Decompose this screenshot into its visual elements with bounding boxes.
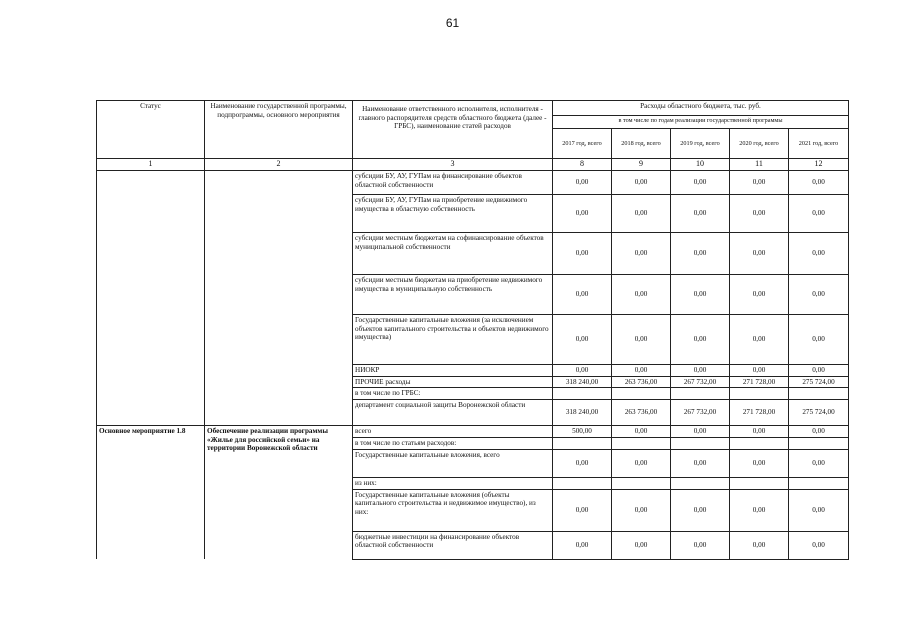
row-label: субсидии БУ, АУ, ГУПам на финансирование объектов областной собственности	[353, 171, 553, 195]
value-cell: 0,00	[671, 489, 730, 531]
column-index: 2	[205, 159, 353, 171]
value-cell: 0,00	[789, 449, 849, 477]
value-cell	[671, 437, 730, 449]
value-cell: 0,00	[730, 171, 789, 195]
column-index: 3	[353, 159, 553, 171]
column-index: 9	[612, 159, 671, 171]
value-cell: 0,00	[671, 425, 730, 437]
row-label: всего	[353, 425, 553, 437]
value-cell: 318 240,00	[553, 376, 612, 388]
value-cell: 0,00	[730, 489, 789, 531]
value-cell: 0,00	[789, 531, 849, 559]
value-cell: 0,00	[612, 195, 671, 233]
row-label: субсидии местным бюджетам на софинансирование объектов муниципальной собственности	[353, 233, 553, 275]
row-label: Государственные капитальные вложения, всего	[353, 449, 553, 477]
header-executor: Наименование ответственного исполнителя, исполнителя - главного распорядителя средств областного бюджета (далее - ГРБС), наименование статей расходов	[353, 101, 553, 159]
value-cell: 0,00	[612, 315, 671, 365]
value-cell	[730, 388, 789, 400]
value-cell: 0,00	[730, 531, 789, 559]
value-cell: 275 724,00	[789, 376, 849, 388]
value-cell: 0,00	[789, 425, 849, 437]
value-cell	[553, 477, 612, 489]
table-row	[97, 171, 849, 195]
value-cell: 0,00	[730, 195, 789, 233]
value-cell	[730, 477, 789, 489]
value-cell: 0,00	[671, 365, 730, 377]
value-cell: 0,00	[730, 233, 789, 275]
header-year: 2019 год, всего	[671, 129, 730, 159]
value-cell: 318 240,00	[553, 399, 612, 425]
value-cell: 0,00	[730, 449, 789, 477]
header-year: 2021 год, всего	[789, 129, 849, 159]
row-label: Государственные капитальные вложения (объекты капитального строительства и недвижимое имущество), из них:	[353, 489, 553, 531]
value-cell: 0,00	[553, 171, 612, 195]
value-cell: 0,00	[789, 275, 849, 315]
row-label: в том числе по статьям расходов:	[353, 437, 553, 449]
header-program-name: Наименование государственной программы, подпрограммы, основного мероприятия	[205, 101, 353, 159]
value-cell: 0,00	[789, 489, 849, 531]
value-cell	[789, 437, 849, 449]
value-cell	[612, 477, 671, 489]
column-index: 12	[789, 159, 849, 171]
value-cell	[612, 437, 671, 449]
value-cell: 0,00	[671, 531, 730, 559]
value-cell: 267 732,00	[671, 399, 730, 425]
header-year: 2017 год, всего	[553, 129, 612, 159]
value-cell: 0,00	[789, 195, 849, 233]
value-cell: 0,00	[730, 365, 789, 377]
value-cell: 0,00	[671, 449, 730, 477]
status-cell-empty	[97, 171, 205, 426]
value-cell	[789, 477, 849, 489]
value-cell	[553, 437, 612, 449]
value-cell: 267 732,00	[671, 376, 730, 388]
header-status: Статус	[97, 101, 205, 159]
value-cell: 500,00	[553, 425, 612, 437]
value-cell: 0,00	[553, 275, 612, 315]
row-label: ПРОЧИЕ расходы	[353, 376, 553, 388]
value-cell: 0,00	[671, 275, 730, 315]
column-index: 10	[671, 159, 730, 171]
value-cell: 0,00	[612, 233, 671, 275]
header-year: 2018 год, всего	[612, 129, 671, 159]
value-cell: 0,00	[789, 315, 849, 365]
value-cell	[730, 437, 789, 449]
value-cell: 0,00	[730, 275, 789, 315]
value-cell: 0,00	[789, 365, 849, 377]
value-cell: 0,00	[612, 489, 671, 531]
row-label: в том числе по ГРБС:	[353, 388, 553, 400]
value-cell	[671, 477, 730, 489]
value-cell	[789, 388, 849, 400]
value-cell	[671, 388, 730, 400]
value-cell: 0,00	[553, 531, 612, 559]
program-cell-empty	[205, 171, 353, 426]
row-label: субсидии БУ, АУ, ГУПам на приобретение недвижимого имущества в областную собственность	[353, 195, 553, 233]
column-index: 11	[730, 159, 789, 171]
header-by-year: в том числе по годам реализации государственной программы	[553, 116, 849, 129]
value-cell: 0,00	[671, 171, 730, 195]
value-cell: 0,00	[553, 365, 612, 377]
table-row	[97, 425, 849, 437]
column-index: 1	[97, 159, 205, 171]
value-cell: 0,00	[612, 531, 671, 559]
value-cell: 0,00	[789, 171, 849, 195]
column-index: 8	[553, 159, 612, 171]
value-cell: 0,00	[612, 449, 671, 477]
page-number: 61	[445, 16, 460, 30]
value-cell: 0,00	[612, 425, 671, 437]
header-year: 2020 год, всего	[730, 129, 789, 159]
value-cell: 0,00	[553, 489, 612, 531]
value-cell: 0,00	[671, 233, 730, 275]
value-cell	[612, 388, 671, 400]
header-expenses: Расходы областного бюджета, тыс. руб.	[553, 101, 849, 116]
value-cell: 0,00	[553, 449, 612, 477]
value-cell: 0,00	[553, 315, 612, 365]
value-cell	[553, 388, 612, 400]
value-cell: 0,00	[553, 233, 612, 275]
row-label: из них:	[353, 477, 553, 489]
row-label: НИОКР	[353, 365, 553, 377]
value-cell: 0,00	[730, 425, 789, 437]
event-name: Обеспечение реализации программы «Жилье для российской семьи» на территории Воронежской области	[205, 425, 353, 559]
row-label: субсидии местным бюджетам на приобретение недвижимого имущества в муниципальную собственность	[353, 275, 553, 315]
value-cell: 0,00	[612, 171, 671, 195]
value-cell: 0,00	[553, 195, 612, 233]
row-label: бюджетные инвестиции на финансирование объектов областной собственности	[353, 531, 553, 559]
value-cell: 275 724,00	[789, 399, 849, 425]
value-cell: 0,00	[730, 315, 789, 365]
row-label: департамент социальной защиты Воронежской области	[353, 399, 553, 425]
budget-table	[96, 100, 849, 560]
value-cell: 0,00	[789, 233, 849, 275]
value-cell: 271 728,00	[730, 376, 789, 388]
event-status: Основное мероприятие 1.8	[97, 425, 205, 559]
value-cell: 0,00	[612, 275, 671, 315]
value-cell: 0,00	[671, 195, 730, 233]
value-cell: 263 736,00	[612, 399, 671, 425]
value-cell: 0,00	[612, 365, 671, 377]
row-label: Государственные капитальные вложения (за исключением объектов капитального строительства и объектов недвижимого имущества)	[353, 315, 553, 365]
value-cell: 0,00	[671, 315, 730, 365]
value-cell: 263 736,00	[612, 376, 671, 388]
value-cell: 271 728,00	[730, 399, 789, 425]
